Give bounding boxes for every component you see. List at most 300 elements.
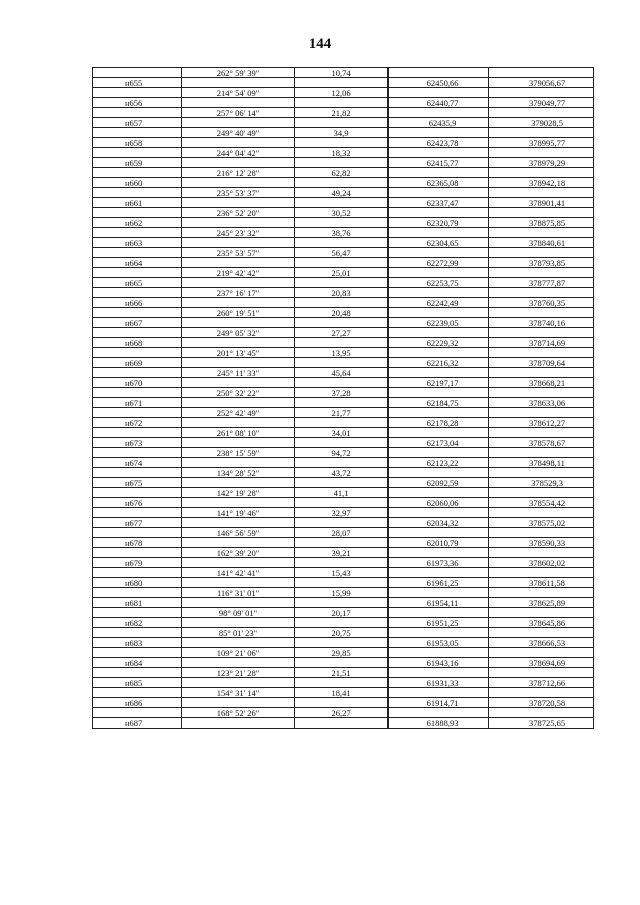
x-coordinate-cell: 62010,79 [387, 538, 488, 548]
table-row [93, 168, 593, 178]
direction-angle-cell [181, 618, 294, 628]
distance-cell [294, 98, 387, 108]
point-name-cell: н664 [125, 258, 143, 268]
distance-cell: 49,24 [294, 188, 387, 198]
table-row [93, 578, 593, 588]
table-row [93, 108, 593, 118]
point-name-cell: н670 [125, 378, 143, 388]
direction-angle-cell: 116° 31' 01" [181, 588, 294, 598]
point-name-cell [93, 368, 181, 378]
direction-angle-cell: 216° 12' 28" [181, 168, 294, 178]
table-row [93, 568, 593, 578]
distance-cell [294, 118, 387, 128]
point-name-cell [93, 468, 181, 478]
x-coordinate-cell: 61961,25 [387, 578, 488, 588]
direction-angle-cell: 249° 05' 32" [181, 328, 294, 338]
y-coordinate-cell [488, 588, 593, 598]
distance-cell: 12,06 [294, 88, 387, 98]
y-coordinate-cell [488, 568, 593, 578]
x-coordinate-cell [387, 288, 488, 298]
point-name-cell: н666 [125, 298, 143, 308]
table-row [93, 398, 593, 408]
x-coordinate-cell [387, 148, 488, 158]
x-coordinate-cell: 62178,28 [387, 418, 488, 428]
y-coordinate-cell [488, 208, 593, 218]
direction-angle-cell [181, 658, 294, 668]
point-name-cell: н687 [125, 718, 143, 728]
table-row [93, 408, 593, 418]
table-row [93, 388, 593, 398]
direction-angle-cell [181, 118, 294, 128]
y-coordinate-cell [488, 608, 593, 618]
x-coordinate-cell [387, 528, 488, 538]
direction-angle-cell [181, 598, 294, 608]
x-coordinate-cell [387, 548, 488, 558]
x-coordinate-cell: 62450,66 [387, 78, 488, 88]
direction-angle-cell: 262° 59' 39" [181, 68, 294, 78]
x-coordinate-cell [387, 208, 488, 218]
y-coordinate-cell: 378714,69 [488, 338, 593, 348]
direction-angle-cell: 154° 31' 14" [181, 688, 294, 698]
y-coordinate-cell: 378901,41 [488, 198, 593, 208]
x-coordinate-cell [387, 428, 488, 438]
table-row [93, 348, 593, 358]
direction-angle-cell: 237° 16' 17" [181, 288, 294, 298]
point-name-cell: н668 [125, 338, 143, 348]
table-row [93, 518, 593, 528]
y-coordinate-cell [488, 388, 593, 398]
point-name-cell [93, 168, 181, 178]
table-row [93, 208, 593, 218]
x-coordinate-cell [387, 488, 488, 498]
direction-angle-cell [181, 498, 294, 508]
table-row [93, 458, 593, 468]
y-coordinate-cell [488, 188, 593, 198]
direction-angle-cell: 219° 42' 42" [181, 268, 294, 278]
distance-cell: 45,64 [294, 368, 387, 378]
direction-angle-cell [181, 558, 294, 568]
distance-cell: 20,48 [294, 308, 387, 318]
x-coordinate-cell: 62415,77 [387, 158, 488, 168]
point-name-cell: н656 [125, 98, 143, 108]
point-name-cell [93, 408, 181, 418]
table-row [93, 338, 593, 348]
direction-angle-cell: 236° 52' 20" [181, 208, 294, 218]
point-name-cell: н672 [125, 418, 143, 428]
distance-cell: 20,83 [294, 288, 387, 298]
direction-angle-cell [181, 298, 294, 308]
table-row [93, 428, 593, 438]
table-row [93, 378, 593, 388]
point-name-cell [93, 588, 181, 598]
y-coordinate-cell: 378575,02 [488, 518, 593, 528]
table-row [93, 558, 593, 568]
table-row [93, 158, 593, 168]
point-name-cell: н676 [125, 498, 143, 508]
x-coordinate-cell [387, 588, 488, 598]
y-coordinate-cell [488, 288, 593, 298]
y-coordinate-cell: 378740,16 [488, 318, 593, 328]
distance-cell [294, 258, 387, 268]
direction-angle-cell [181, 278, 294, 288]
direction-angle-cell [181, 538, 294, 548]
point-name-cell [93, 608, 181, 618]
direction-angle-cell: 257° 06' 14" [181, 108, 294, 118]
distance-cell [294, 458, 387, 468]
x-coordinate-cell [387, 648, 488, 658]
point-name-cell: н673 [125, 438, 143, 448]
direction-angle-cell: 142° 19' 28" [181, 488, 294, 498]
table-row [93, 678, 593, 688]
table-row [93, 688, 593, 698]
direction-angle-cell: 168° 52' 26" [181, 708, 294, 718]
x-coordinate-cell: 62229,32 [387, 338, 488, 348]
point-name-cell [93, 388, 181, 398]
y-coordinate-cell [488, 468, 593, 478]
direction-angle-cell: 98° 09' 01" [181, 608, 294, 618]
distance-cell: 56,47 [294, 248, 387, 258]
distance-cell [294, 698, 387, 708]
x-coordinate-cell: 62173,04 [387, 438, 488, 448]
distance-cell: 38,76 [294, 228, 387, 238]
x-coordinate-cell: 61951,25 [387, 618, 488, 628]
point-name-cell [93, 488, 181, 498]
table-row [93, 308, 593, 318]
table-row [93, 218, 593, 228]
direction-angle-cell [181, 678, 294, 688]
distance-cell: 18,32 [294, 148, 387, 158]
distance-cell [294, 78, 387, 88]
x-coordinate-cell: 62060,06 [387, 498, 488, 508]
table-row [93, 698, 593, 708]
coordinates-table [92, 67, 594, 729]
distance-cell: 30,52 [294, 208, 387, 218]
x-coordinate-cell: 62440,77 [387, 98, 488, 108]
table-row [93, 368, 593, 378]
direction-angle-cell: 109° 21' 06" [181, 648, 294, 658]
point-name-cell [93, 548, 181, 558]
x-coordinate-cell [387, 508, 488, 518]
y-coordinate-cell [488, 508, 593, 518]
x-coordinate-cell [387, 608, 488, 618]
direction-angle-cell [181, 158, 294, 168]
distance-cell: 21,77 [294, 408, 387, 418]
table-row [93, 358, 593, 368]
point-name-cell: н686 [125, 698, 143, 708]
point-name-cell: н659 [125, 158, 143, 168]
x-coordinate-cell: 62337,47 [387, 198, 488, 208]
direction-angle-cell: 235° 53' 37" [181, 188, 294, 198]
table-row [93, 418, 593, 428]
x-coordinate-cell [387, 128, 488, 138]
y-coordinate-cell: 378498,11 [488, 458, 593, 468]
table-row [93, 598, 593, 608]
y-coordinate-cell: 378612,27 [488, 418, 593, 428]
table-row [93, 138, 593, 148]
y-coordinate-cell [488, 248, 593, 258]
point-name-cell: н657 [125, 118, 143, 128]
point-name-cell: н671 [125, 398, 143, 408]
table-row [93, 708, 593, 718]
point-name-cell [93, 348, 181, 358]
direction-angle-cell [181, 358, 294, 368]
direction-angle-cell: 141° 42' 41" [181, 568, 294, 578]
distance-cell [294, 418, 387, 428]
table-row [93, 508, 593, 518]
y-coordinate-cell: 378602,02 [488, 558, 593, 568]
x-coordinate-cell: 61914,71 [387, 698, 488, 708]
point-name-cell: н679 [125, 558, 143, 568]
distance-cell: 94,72 [294, 448, 387, 458]
distance-cell [294, 578, 387, 588]
direction-angle-cell [181, 638, 294, 648]
table-row [93, 68, 593, 78]
distance-cell: 15,43 [294, 568, 387, 578]
distance-cell [294, 638, 387, 648]
point-name-cell: н684 [125, 658, 143, 668]
direction-angle-cell: 252° 42' 49" [181, 408, 294, 418]
direction-angle-cell [181, 258, 294, 268]
x-coordinate-cell: 61954,11 [387, 598, 488, 608]
point-name-cell: н655 [125, 78, 143, 88]
distance-cell [294, 498, 387, 508]
x-coordinate-cell [387, 328, 488, 338]
table-row [93, 268, 593, 278]
table-row [93, 668, 593, 678]
y-coordinate-cell [488, 448, 593, 458]
direction-angle-cell [181, 418, 294, 428]
distance-cell: 18,41 [294, 688, 387, 698]
y-coordinate-cell: 378875,85 [488, 218, 593, 228]
point-name-cell [93, 428, 181, 438]
point-name-cell: н675 [125, 478, 143, 488]
point-name-cell [93, 628, 181, 638]
table-row [93, 178, 593, 188]
point-name-cell [93, 328, 181, 338]
direction-angle-cell [181, 318, 294, 328]
y-coordinate-cell [488, 648, 593, 658]
direction-angle-cell: 123° 21' 28" [181, 668, 294, 678]
distance-cell: 27,27 [294, 328, 387, 338]
distance-cell [294, 358, 387, 368]
x-coordinate-cell: 62092,59 [387, 478, 488, 488]
y-coordinate-cell [488, 688, 593, 698]
x-coordinate-cell [387, 408, 488, 418]
point-name-cell [93, 88, 181, 98]
direction-angle-cell: 146° 56' 59" [181, 528, 294, 538]
y-coordinate-cell [488, 328, 593, 338]
direction-angle-cell: 250° 32' 22" [181, 388, 294, 398]
distance-cell: 62,82 [294, 168, 387, 178]
y-coordinate-cell: 378633,06 [488, 398, 593, 408]
table-row [93, 608, 593, 618]
y-coordinate-cell: 379049,77 [488, 98, 593, 108]
table-row [93, 288, 593, 298]
point-name-cell: н662 [125, 218, 143, 228]
y-coordinate-cell: 378709,64 [488, 358, 593, 368]
point-name-cell [93, 708, 181, 718]
x-coordinate-cell [387, 268, 488, 278]
x-coordinate-cell: 62423,78 [387, 138, 488, 148]
table-row [93, 648, 593, 658]
y-coordinate-cell: 378611,58 [488, 578, 593, 588]
point-name-cell: н663 [125, 238, 143, 248]
distance-cell: 26,27 [294, 708, 387, 718]
point-name-cell [93, 308, 181, 318]
table-row [93, 718, 593, 728]
table-row [93, 488, 593, 498]
distance-cell: 34,9 [294, 128, 387, 138]
x-coordinate-cell: 62239,05 [387, 318, 488, 328]
direction-angle-cell: 141° 19' 46" [181, 508, 294, 518]
x-coordinate-cell [387, 88, 488, 98]
distance-cell: 21,82 [294, 108, 387, 118]
table-row [93, 538, 593, 548]
distance-cell [294, 218, 387, 228]
distance-cell [294, 598, 387, 608]
x-coordinate-cell: 62253,75 [387, 278, 488, 288]
y-coordinate-cell: 378712,66 [488, 678, 593, 688]
x-coordinate-cell: 61953,05 [387, 638, 488, 648]
table-row [93, 228, 593, 238]
distance-cell [294, 658, 387, 668]
x-coordinate-cell [387, 228, 488, 238]
point-name-cell: н683 [125, 638, 143, 648]
y-coordinate-cell [488, 528, 593, 538]
point-name-cell [93, 248, 181, 258]
distance-cell [294, 398, 387, 408]
distance-cell: 15,99 [294, 588, 387, 598]
y-coordinate-cell: 378793,85 [488, 258, 593, 268]
point-name-cell: н665 [125, 278, 143, 288]
point-name-cell: н658 [125, 138, 143, 148]
table-row [93, 468, 593, 478]
point-name-cell: н680 [125, 578, 143, 588]
distance-cell [294, 538, 387, 548]
x-coordinate-cell: 62435,9 [387, 118, 488, 128]
table-row [93, 498, 593, 508]
point-name-cell: н669 [125, 358, 143, 368]
point-name-cell: н677 [125, 518, 143, 528]
table-row [93, 298, 593, 308]
point-name-cell: н681 [125, 598, 143, 608]
distance-cell [294, 438, 387, 448]
distance-cell [294, 378, 387, 388]
y-coordinate-cell [488, 128, 593, 138]
x-coordinate-cell [387, 388, 488, 398]
x-coordinate-cell: 62365,08 [387, 178, 488, 188]
y-coordinate-cell [488, 368, 593, 378]
direction-angle-cell [181, 478, 294, 488]
direction-angle-cell: 235° 53' 57" [181, 248, 294, 258]
distance-cell [294, 158, 387, 168]
table-row [93, 128, 593, 138]
point-name-cell [93, 188, 181, 198]
x-coordinate-cell [387, 168, 488, 178]
point-name-cell: н661 [125, 198, 143, 208]
direction-angle-cell: 249° 40' 49" [181, 128, 294, 138]
distance-cell [294, 618, 387, 628]
y-coordinate-cell: 378942,18 [488, 178, 593, 188]
y-coordinate-cell: 379056,67 [488, 78, 593, 88]
y-coordinate-cell: 378760,35 [488, 298, 593, 308]
table-row [93, 438, 593, 448]
distance-cell [294, 298, 387, 308]
x-coordinate-cell: 61973,36 [387, 558, 488, 568]
y-coordinate-cell: 378840,61 [488, 238, 593, 248]
y-coordinate-cell [488, 628, 593, 638]
direction-angle-cell: 162° 39' 20" [181, 548, 294, 558]
table-row [93, 328, 593, 338]
y-coordinate-cell [488, 668, 593, 678]
direction-angle-cell: 85° 01' 23" [181, 628, 294, 638]
table-row [93, 478, 593, 488]
y-coordinate-cell [488, 408, 593, 418]
distance-cell: 21,51 [294, 668, 387, 678]
direction-angle-cell [181, 718, 294, 728]
point-name-cell: н682 [125, 618, 143, 628]
y-coordinate-cell: 378645,86 [488, 618, 593, 628]
point-name-cell [93, 68, 181, 78]
point-name-cell: н674 [125, 458, 143, 468]
x-coordinate-cell: 62123,22 [387, 458, 488, 468]
direction-angle-cell [181, 378, 294, 388]
point-name-cell [93, 148, 181, 158]
direction-angle-cell [181, 78, 294, 88]
distance-cell [294, 318, 387, 328]
x-coordinate-cell [387, 368, 488, 378]
x-coordinate-cell [387, 348, 488, 358]
table-row [93, 258, 593, 268]
y-coordinate-cell [488, 268, 593, 278]
y-coordinate-cell [488, 228, 593, 238]
distance-cell: 43,72 [294, 468, 387, 478]
y-coordinate-cell: 378590,33 [488, 538, 593, 548]
distance-cell: 28,07 [294, 528, 387, 538]
point-name-cell: н667 [125, 318, 143, 328]
y-coordinate-cell [488, 148, 593, 158]
x-coordinate-cell: 62304,65 [387, 238, 488, 248]
direction-angle-cell [181, 458, 294, 468]
table-row [93, 78, 593, 88]
distance-cell: 41,1 [294, 488, 387, 498]
distance-cell [294, 678, 387, 688]
distance-cell: 34,01 [294, 428, 387, 438]
direction-angle-cell: 244° 04' 42" [181, 148, 294, 158]
table-row [93, 238, 593, 248]
table-row [93, 528, 593, 538]
direction-angle-cell [181, 338, 294, 348]
point-name-cell [93, 288, 181, 298]
x-coordinate-cell [387, 688, 488, 698]
direction-angle-cell [181, 578, 294, 588]
table-row [93, 198, 593, 208]
point-name-cell [93, 688, 181, 698]
distance-cell: 20,17 [294, 608, 387, 618]
x-coordinate-cell: 62184,75 [387, 398, 488, 408]
y-coordinate-cell [488, 168, 593, 178]
distance-cell: 13,95 [294, 348, 387, 358]
y-coordinate-cell: 378668,21 [488, 378, 593, 388]
point-name-cell: н678 [125, 538, 143, 548]
point-name-cell [93, 648, 181, 658]
x-coordinate-cell: 62197,17 [387, 378, 488, 388]
x-coordinate-cell: 62034,32 [387, 518, 488, 528]
point-name-cell [93, 208, 181, 218]
direction-angle-cell [181, 218, 294, 228]
y-coordinate-cell [488, 308, 593, 318]
x-coordinate-cell: 62272,99 [387, 258, 488, 268]
